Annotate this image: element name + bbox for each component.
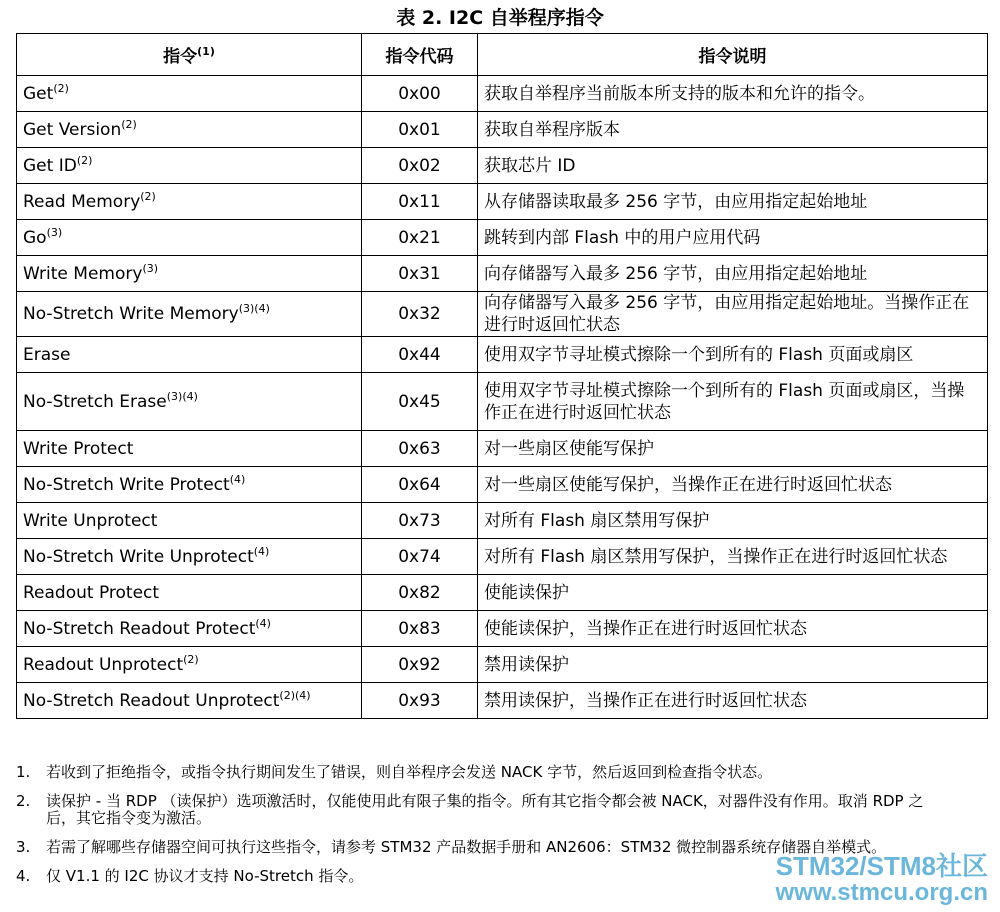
command-name: Write Memory (23, 263, 143, 284)
header-code: 指令代码 (362, 34, 478, 76)
command-name-cell (17, 503, 362, 539)
command-code: 0x74 (362, 539, 478, 575)
command-code: 0x00 (362, 76, 478, 112)
command-description: 对一些扇区使能写保护，当操作正在进行时返回忙状态 (478, 467, 988, 503)
command-description: 禁用读保护 (478, 647, 988, 683)
command-description: 获取自举程序当前版本所支持的版本和允许的指令。 (478, 76, 988, 112)
command-table (16, 33, 988, 719)
command-name-cell (17, 467, 362, 503)
table-row (17, 337, 988, 373)
command-footnote-ref: (2) (53, 81, 69, 95)
command-description: 获取自举程序版本 (478, 112, 988, 148)
command-description: 使能读保护 (478, 575, 988, 611)
command-description: 禁用读保护，当操作正在进行时返回忙状态 (478, 683, 988, 719)
footnote-number: 3. (16, 838, 31, 856)
command-description: 对一些扇区使能写保护 (478, 431, 988, 467)
table-row (17, 220, 988, 256)
command-footnote-ref: (3) (142, 261, 159, 275)
command-code: 0x31 (362, 256, 478, 292)
command-code: 0x83 (362, 611, 478, 647)
table-row (17, 431, 988, 467)
command-code: 0x11 (362, 184, 478, 220)
command-code: 0x73 (362, 503, 478, 539)
command-code: 0x32 (362, 292, 478, 337)
command-description: 对所有 Flash 扇区禁用写保护 (478, 503, 988, 539)
footnote-text: 若收到了拒绝指令，或指令执行期间发生了错误，则自举程序会发送 NACK 字节，然后返回到检查指令状态。 (46, 763, 773, 781)
command-footnote-ref: (4) (253, 544, 270, 558)
command-code: 0x44 (362, 337, 478, 373)
table-row (17, 292, 988, 337)
command-footnote-ref: (3) (46, 225, 63, 239)
command-name-cell (17, 292, 362, 337)
command-name-cell (17, 184, 362, 220)
command-footnote-ref: (2) (76, 153, 93, 167)
table-row (17, 148, 988, 184)
table-row (17, 503, 988, 539)
command-code: 0x21 (362, 220, 478, 256)
command-name: Readout Unprotect (23, 654, 184, 675)
command-name: Get ID (23, 155, 77, 176)
command-name-cell (17, 112, 362, 148)
command-name: No-Stretch Readout Protect (23, 618, 256, 639)
watermark-title: STM32/STM8社区 (775, 851, 988, 881)
command-name: Get Version (23, 119, 122, 140)
footnote-text: 读保护 - 当 RDP （读保护）选项激活时，仅能使用此有限子集的指令。所有其它指令都会被 NACK，对器件没有作用。取消 RDP 之后，其它指令变为激活。 (46, 792, 924, 827)
table-row (17, 112, 988, 148)
command-footnote-ref: (2) (183, 652, 199, 666)
watermark-url: www.stmcu.org.cn (775, 879, 988, 906)
watermark (776, 852, 988, 906)
command-name-cell (17, 611, 362, 647)
command-description: 使用双字节寻址模式擦除一个到所有的 Flash 页面或扇区，当操作正在进行时返回忙状态 (478, 373, 988, 431)
table-header-row (17, 34, 988, 76)
table-row (17, 647, 988, 683)
footnote (16, 793, 946, 827)
command-name-cell (17, 220, 362, 256)
header-description: 指令说明 (478, 34, 988, 76)
command-name: Write Protect (23, 438, 134, 459)
table-row (17, 76, 988, 112)
table-row (17, 184, 988, 220)
command-description: 获取芯片 ID (478, 148, 988, 184)
command-name: Go (23, 227, 47, 248)
header-command: 指令$^{(1)}$ (17, 34, 362, 76)
table-row (17, 611, 988, 647)
command-name-cell (17, 256, 362, 292)
command-name-cell (17, 539, 362, 575)
table-row (17, 683, 988, 719)
command-name-cell (17, 575, 362, 611)
command-description: 使用双字节寻址模式擦除一个到所有的 Flash 页面或扇区 (478, 337, 988, 373)
command-code: 0x64 (362, 467, 478, 503)
command-code: 0x93 (362, 683, 478, 719)
command-code: 0x82 (362, 575, 478, 611)
command-name: Get (23, 83, 54, 104)
command-name: No-Stretch Write Unprotect (23, 546, 254, 567)
command-name: No-Stretch Write Memory (23, 304, 239, 324)
command-name-cell (17, 148, 362, 184)
footnote-text: 仅 V1.1 的 I2C 协议才支持 No-Stretch 指令。 (46, 867, 364, 885)
command-footnote-ref: (2) (121, 117, 137, 131)
command-name-cell (17, 431, 362, 467)
command-name-cell (17, 76, 362, 112)
table-title: 表 2. I2C 自举程序指令 (396, 7, 604, 29)
command-name: No-Stretch Readout Unprotect (23, 690, 280, 711)
command-name-cell (17, 373, 362, 431)
command-code: 0x01 (362, 112, 478, 148)
table-row (17, 467, 988, 503)
command-description: 使能读保护，当操作正在进行时返回忙状态 (478, 611, 988, 647)
footnote-number: 1. (16, 763, 31, 781)
command-name-cell (17, 337, 362, 373)
table-row (17, 373, 988, 431)
command-description: 从存储器读取最多 256 字节，由应用指定起始地址 (478, 184, 988, 220)
command-description: 向存储器写入最多 256 字节，由应用指定起始地址。当操作正在进行时返回忙状态 (478, 292, 988, 337)
command-name: Write Unprotect (23, 510, 158, 531)
footnote-text: 若需了解哪些存储器空间可执行这些指令，请参考 STM32 产品数据手册和 AN2606：STM32 微控制器系统存储器自举模式。 (46, 838, 887, 856)
command-description: 向存储器写入最多 256 字节，由应用指定起始地址 (478, 256, 988, 292)
command-name-cell (17, 683, 362, 719)
command-code: 0x92 (362, 647, 478, 683)
command-name: Erase (23, 344, 71, 365)
command-code: 0x63 (362, 431, 478, 467)
command-code: 0x45 (362, 373, 478, 431)
command-footnote-ref: (4) (229, 472, 246, 486)
footnote-number: 4. (16, 867, 31, 885)
command-name: No-Stretch Write Protect (23, 474, 230, 495)
command-name-cell (17, 647, 362, 683)
command-name: Readout Protect (23, 582, 160, 603)
command-footnote-ref: (2) (140, 189, 156, 203)
command-footnote-ref: (2)(4) (279, 688, 311, 702)
table-row (17, 575, 988, 611)
command-footnote-ref: (3)(4) (238, 302, 270, 315)
command-code: 0x02 (362, 148, 478, 184)
command-description: 跳转到内部 Flash 中的用户应用代码 (478, 220, 988, 256)
command-name: No-Stretch Erase (23, 391, 167, 412)
command-footnote-ref: (3)(4) (166, 389, 198, 403)
command-footnote-ref: (4) (255, 616, 271, 630)
command-name: Read Memory (23, 191, 141, 212)
command-description: 对所有 Flash 扇区禁用写保护，当操作正在进行时返回忙状态 (478, 539, 988, 575)
table-row (17, 539, 988, 575)
footnote (16, 764, 946, 781)
footnote-number: 2. (16, 792, 31, 810)
table-row (17, 256, 988, 292)
